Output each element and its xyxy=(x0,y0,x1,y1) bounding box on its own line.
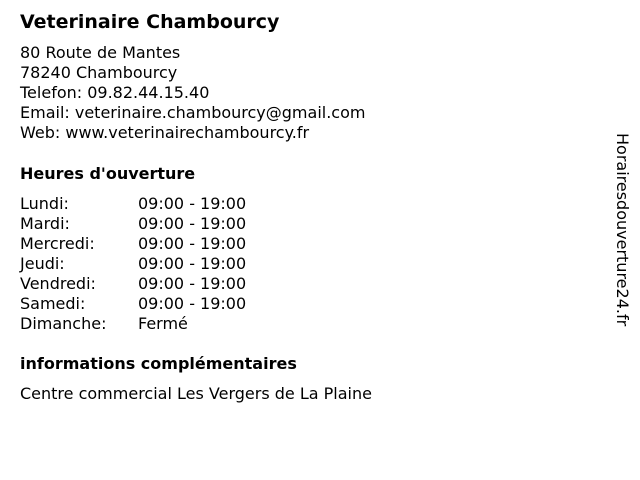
day-label: Mercredi: xyxy=(20,234,95,253)
day-hours: 09:00 - 19:00 xyxy=(138,194,247,213)
phone-number: Telefon: 09.82.44.15.40 xyxy=(20,83,210,102)
day-label: Jeudi: xyxy=(20,254,65,273)
day-label: Samedi: xyxy=(20,294,86,313)
day-label: Mardi: xyxy=(20,214,70,233)
day-hours: Fermé xyxy=(138,314,188,333)
day-hours: 09:00 - 19:00 xyxy=(138,274,247,293)
day-label: Lundi: xyxy=(20,194,69,213)
day-label: Dimanche: xyxy=(20,314,107,333)
email-address: Email: veterinaire.chambourcy@gmail.com xyxy=(20,103,366,122)
address-street: 80 Route de Mantes xyxy=(20,43,181,62)
business-name: Veterinaire Chambourcy xyxy=(20,11,280,33)
day-hours: 09:00 - 19:00 xyxy=(138,254,247,273)
day-hours: 09:00 - 19:00 xyxy=(138,294,247,313)
info-text: Centre commercial Les Vergers de La Plaine xyxy=(20,384,372,403)
info-heading: informations complémentaires xyxy=(20,354,297,373)
site-watermark: Horairesdouverture24.fr xyxy=(613,133,632,327)
day-hours: 09:00 - 19:00 xyxy=(138,214,247,233)
website-url: Web: www.veterinairechambourcy.fr xyxy=(20,123,310,142)
address-city: 78240 Chambourcy xyxy=(20,63,178,82)
day-label: Vendredi: xyxy=(20,274,96,293)
day-hours: 09:00 - 19:00 xyxy=(138,234,247,253)
contact-block xyxy=(20,43,365,143)
hours-heading: Heures d'ouverture xyxy=(20,164,196,183)
